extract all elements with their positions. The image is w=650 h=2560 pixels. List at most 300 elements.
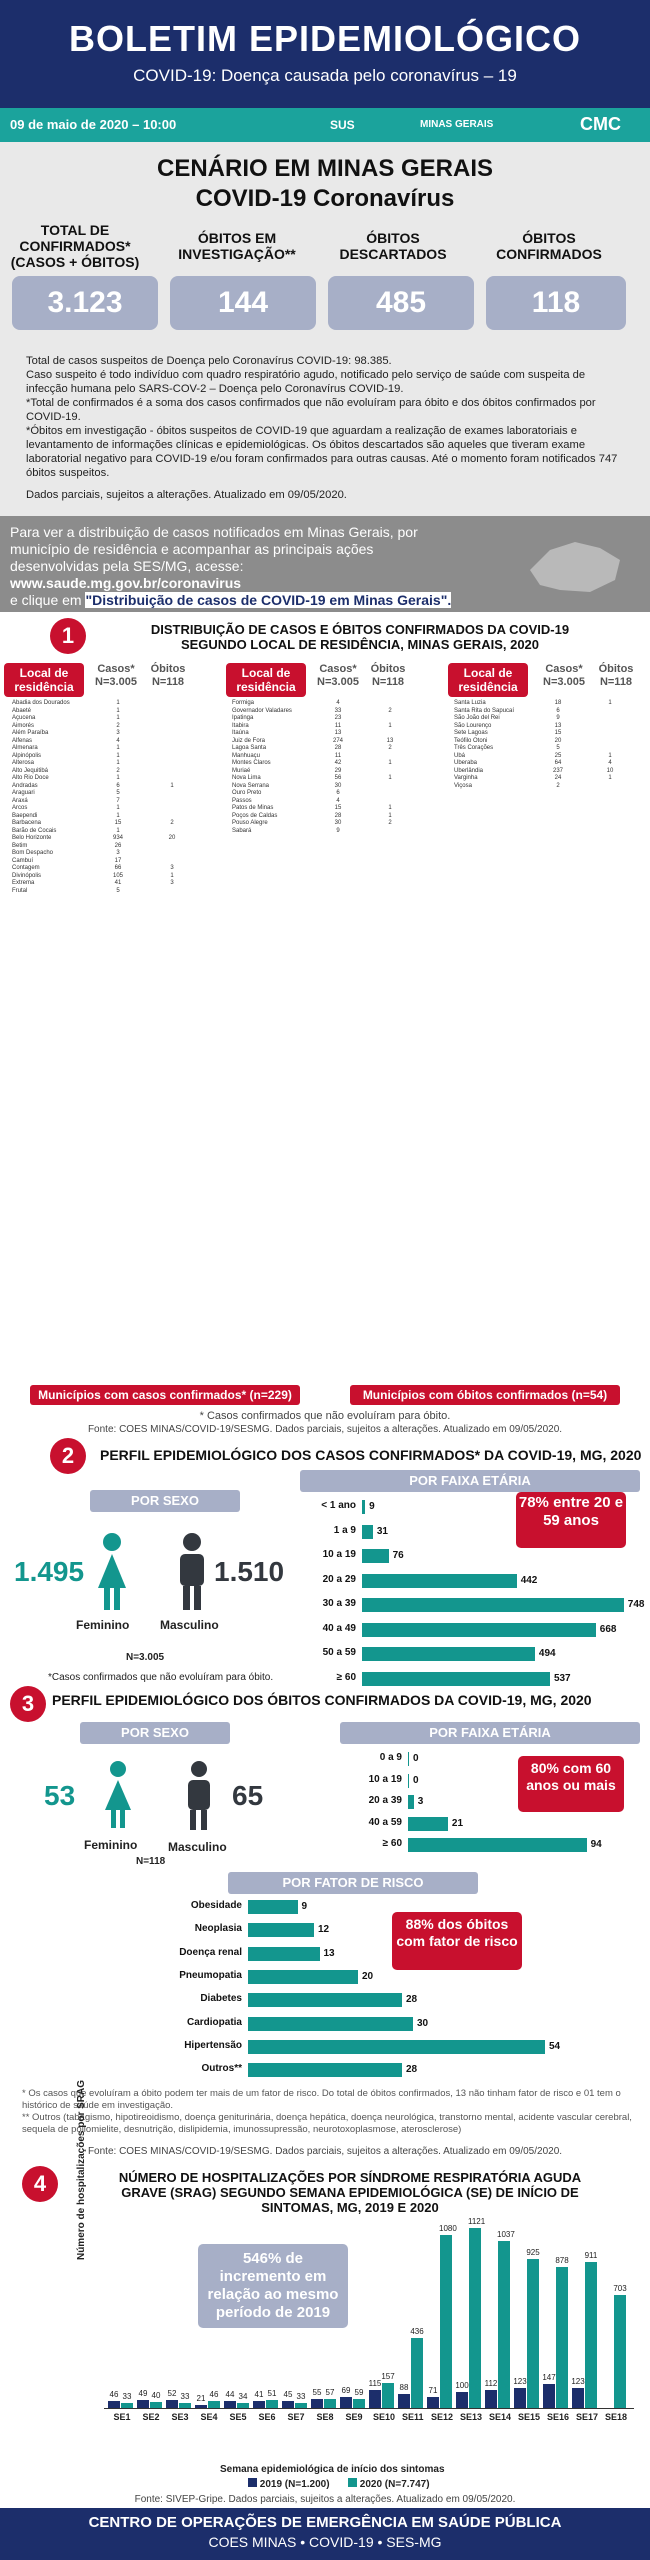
age-value: 537	[553, 1672, 571, 1684]
municipality-name: Barbacena	[12, 820, 42, 826]
case-count: 6	[336, 790, 340, 796]
table-row	[12, 798, 222, 806]
cases-female-count: 1.495	[14, 1556, 85, 1587]
municipality-name: Extrema	[12, 880, 35, 886]
srag-legend-2020	[348, 2478, 430, 2490]
table-row	[454, 745, 644, 753]
age-bar	[408, 1795, 414, 1809]
table-row	[12, 873, 222, 881]
bar-2019	[514, 2388, 526, 2408]
age-bar	[408, 1817, 448, 1831]
age-label: 20 a 39	[368, 1795, 402, 1806]
death-count: 2	[388, 707, 392, 714]
date-bar	[0, 108, 650, 142]
case-count: 1	[116, 752, 120, 759]
bar-2020-label: 33	[296, 2391, 306, 2401]
case-count: 18	[554, 700, 562, 706]
bar-2019-label: 69	[341, 2385, 351, 2395]
table-row	[12, 760, 222, 768]
age-label: 10 a 19	[322, 1549, 356, 1560]
section-3-source: Fonte: COES MINAS/COVID-19/SESMG. Dados parciais, sujeitos a alterações. Atualizado em 09/05/2020.	[87, 2146, 563, 2157]
municipality-name: Araguari	[12, 790, 35, 796]
municipality-name: Alfenas	[12, 737, 33, 744]
x-tick-label: SE9	[345, 2412, 363, 2422]
case-count: 1	[116, 700, 120, 706]
male-label: Masculino	[160, 1618, 219, 1632]
section-2-note: *Casos confirmados que não evoluíram para óbito.	[48, 1672, 274, 1683]
table-row	[12, 790, 222, 798]
x-tick-label: SE11	[402, 2412, 424, 2422]
footer	[0, 2508, 650, 2560]
bar-2019	[224, 2401, 236, 2408]
death-count: 13	[386, 737, 394, 744]
case-count: 33	[334, 707, 342, 714]
bar-2019	[398, 2394, 410, 2408]
case-count: 274	[332, 737, 343, 744]
x-tick-label: SE7	[287, 2412, 305, 2422]
scenario-title	[0, 154, 650, 214]
bar-2019	[427, 2397, 439, 2408]
bar-2020-label: 911	[584, 2250, 598, 2260]
death-count: 1	[608, 775, 612, 781]
age-label: Outros**	[201, 2063, 242, 2075]
death-count: 2	[388, 745, 392, 751]
municipality-name: Nova Lima	[232, 775, 261, 781]
municipality-name: Betim	[12, 842, 28, 849]
srag-highlight: 546% de incremento em relação ao mesmo período de 2019	[198, 2244, 348, 2328]
section-4-title-3: SINTOMAS, MG, 2019 E 2020	[261, 2200, 439, 2215]
death-count: 1	[170, 782, 174, 789]
case-count: 1	[116, 715, 120, 721]
bar-2020-label: 703	[613, 2284, 627, 2294]
col-casos-a: Casos* N=3.005	[95, 663, 137, 688]
bar-2020	[527, 2259, 539, 2408]
legend-2020-swatch	[348, 2478, 357, 2487]
x-tick-label: SE12	[431, 2412, 454, 2422]
municipality-name: Arcos	[12, 805, 28, 811]
age-value: 0	[413, 1774, 419, 1786]
x-tick-label: SE4	[200, 2412, 218, 2422]
bar-2020	[498, 2241, 510, 2408]
case-count: 4	[336, 797, 340, 804]
age-label: 0 a 9	[379, 1752, 402, 1763]
municipality-name: Ipatinga	[232, 715, 254, 721]
risk-note-2: ** Outros (tabagismo, hipotireoidismo, doença geniturinária, doença hepática, doença neurológica, transtorno mental, acidente vascular cerebral, sequela de poliomielite, desnutrição, dislipidemia, imunossupressão, neurotoxoplasmose, aterosclerose)	[22, 2112, 632, 2135]
municipality-name: Itabira	[232, 722, 249, 729]
age-value: 9	[301, 1901, 308, 1912]
death-count: 1	[388, 805, 392, 811]
age-bar	[362, 1647, 535, 1661]
table-row	[12, 775, 222, 783]
kpi-deaths: 118	[486, 276, 626, 330]
age-value: 28	[406, 1994, 418, 2006]
info-line-3: desenvolvidas pela SES/MG, acesse:	[10, 558, 244, 574]
cmc-logo: CMC	[580, 114, 621, 134]
case-count: 3	[116, 850, 120, 856]
table-row	[12, 865, 222, 873]
bar-2019	[369, 2390, 381, 2408]
bar-2019	[253, 2401, 265, 2408]
x-tick-label: SE2	[142, 2412, 160, 2422]
srag-xlabel: Semana epidemiológica de início dos sintomas	[220, 2464, 445, 2475]
table-row	[12, 850, 222, 858]
municipality-table-b	[232, 700, 442, 835]
bar-2019-label: 123	[513, 2377, 527, 2387]
section-1-source: Fonte: COES MINAS/COVID-19/SESMG. Dados parciais, sujeitos a alterações. Atualizado em 09/05/2020.	[87, 1424, 563, 1435]
legend-2020-label: 2020 (N=7.747)	[359, 2479, 430, 2490]
bar-2020	[208, 2401, 220, 2408]
case-count: 11	[334, 752, 342, 759]
bar-2020	[324, 2399, 336, 2408]
x-tick-label: SE3	[171, 2412, 189, 2422]
municipality-name: Uberlândia	[454, 767, 484, 774]
table-row	[454, 708, 644, 716]
age-bar	[248, 1993, 402, 2007]
header	[0, 0, 650, 108]
section-1-note: * Casos confirmados que não evoluíram para óbito.	[199, 1410, 451, 1422]
table-row	[454, 715, 644, 723]
legend-2019-label: 2019 (N=1.200)	[259, 2479, 330, 2490]
age-value: 76	[392, 1550, 404, 1561]
age-label: 1 a 9	[333, 1524, 356, 1536]
table-row	[12, 858, 222, 866]
municipality-name: Sabará	[232, 827, 252, 834]
municipality-name: Teófilo Otoni	[454, 737, 488, 744]
municipality-name: Aimorés	[12, 722, 35, 729]
age-value: 31	[376, 1525, 388, 1537]
municipality-name: Juiz de Fora	[232, 737, 266, 744]
municipality-name: Montes Claros	[232, 760, 271, 766]
municipality-name: Santa Rita do Sapucaí	[454, 707, 515, 714]
case-count: 24	[554, 775, 562, 781]
municipality-name: Pouso Alegre	[232, 820, 268, 826]
sus-logo: SUS	[330, 118, 355, 132]
age-label: Neoplasia	[194, 1923, 242, 1935]
srag-ylabel: Número de hospitalizações por SRAG	[76, 2079, 87, 2261]
scenario-section	[0, 142, 650, 516]
municipality-name: Belo Horizonte	[12, 835, 52, 841]
age-value: 30	[417, 2017, 429, 2029]
note-4: *Óbitos em investigação - óbitos suspeitos de COVID-19 que aguardam a realização de exames laboratoriais e levantamento de informações clínicas e epidemiológicas. Os óbitos descartados são aqueles que tiveram exame laboratorial negativo para COVID-19 e/ou foram confirmados para outras causas. Até o momento foram notificados 747 óbitos suspeitos.	[26, 425, 618, 479]
age-label: ≥ 60	[382, 1838, 402, 1849]
municipality-name: Cambuí	[12, 857, 34, 864]
table-row	[12, 708, 222, 716]
bar-2020	[614, 2295, 626, 2408]
municipality-name: Divinópolis	[12, 872, 42, 879]
age-bar	[408, 1838, 587, 1852]
section-3-title: PERFIL EPIDEMIOLÓGICO DOS ÓBITOS CONFIRMADOS DA COVID-19, MG, 2020	[52, 1692, 592, 1708]
municipality-name: Contagem	[12, 865, 40, 871]
table-row	[12, 783, 222, 791]
case-count: 934	[112, 835, 123, 841]
sec2-by-age-pill: POR FAIXA ETÁRIA	[300, 1470, 640, 1492]
footer-line-2: COES MINAS • COVID-19 • SES-MG	[208, 2534, 442, 2550]
bar-2020-label: 33	[122, 2391, 132, 2401]
age-bar	[248, 2017, 413, 2031]
bar-2019	[456, 2392, 468, 2408]
table-row	[12, 753, 222, 761]
bulletin-date: 09 de maio de 2020 – 10:00	[10, 117, 177, 132]
case-count: 41	[114, 880, 122, 886]
municipality-name: Andradas	[12, 782, 38, 789]
age-bar	[362, 1549, 389, 1563]
col-obitos-b: Óbitos N=118	[370, 663, 406, 688]
section-3-notes	[22, 2088, 632, 2136]
x-tick-label: SE18	[605, 2412, 628, 2422]
female-label: Feminino	[76, 1618, 130, 1632]
bar-2019-label: 44	[225, 2389, 235, 2399]
table-row	[232, 805, 442, 813]
bar-2020	[382, 2383, 394, 2408]
case-count: 6	[556, 707, 560, 714]
municipality-name: Varginha	[454, 775, 478, 781]
distribution-link[interactable]: "Distribuição de casos de COVID-19 em Minas Gerais".	[85, 592, 452, 608]
age-label: 40 a 49	[322, 1622, 356, 1634]
age-value: 3	[417, 1796, 424, 1807]
municipality-name: Alto Rio Doce	[12, 775, 49, 781]
municipality-name: Itaúna	[232, 730, 249, 736]
age-bar	[362, 1574, 517, 1588]
death-count: 1	[388, 722, 392, 729]
case-count: 5	[116, 790, 120, 796]
municipality-name: Baependi	[12, 812, 38, 819]
table-row	[232, 715, 442, 723]
cases-male-count: 1.510	[214, 1556, 285, 1587]
table-row	[454, 760, 644, 768]
bar-2019	[485, 2390, 497, 2408]
case-count: 4	[116, 737, 120, 744]
table-row	[232, 753, 442, 761]
x-tick-label: SE15	[518, 2412, 541, 2422]
minas-map-icon	[520, 530, 630, 600]
mg-logo: MINAS GERAIS	[420, 119, 494, 130]
info-text	[10, 524, 480, 609]
bar-2019-label: 123	[571, 2377, 585, 2387]
female-death-icon	[100, 1760, 136, 1830]
age-value: 20	[362, 1970, 374, 1982]
table-row	[12, 715, 222, 723]
scenario-title-2: COVID-19 Coronavírus	[195, 185, 455, 212]
age-bar	[248, 1923, 314, 1937]
page-subtitle: COVID-19: Doença causada pelo coronavírus – 19	[133, 66, 517, 85]
age-value: 442	[520, 1574, 538, 1586]
bar-2019	[340, 2397, 352, 2408]
bar-2020	[266, 2400, 278, 2408]
table-row	[232, 768, 442, 776]
case-count: 1	[116, 745, 120, 751]
table-row	[12, 820, 222, 828]
case-count: 28	[334, 745, 342, 751]
municipality-name: Manhuaçu	[232, 752, 261, 759]
municipality-name: Três Corações	[454, 745, 494, 751]
case-count: 26	[114, 842, 122, 849]
col-casos-b: Casos* N=3.005	[317, 663, 359, 688]
case-count: 3	[116, 730, 120, 736]
srag-legend-2019	[248, 2478, 330, 2490]
deaths-male-count: 65	[232, 1780, 264, 1811]
kpi-label-confirmed: TOTAL DE CONFIRMADOS* (CASOS + ÓBITOS)	[10, 222, 140, 270]
bar-2019-label: 147	[542, 2373, 556, 2383]
risk-highlight: 88% dos óbitos com fator de risco	[392, 1912, 522, 1970]
x-tick-label: SE1	[113, 2412, 131, 2422]
age-bar	[362, 1598, 624, 1612]
table-row	[12, 888, 222, 896]
section-4-title-1: NÚMERO DE HOSPITALIZAÇÕES POR SÍNDROME RESPIRATÓRIA AGUDA	[118, 2170, 582, 2185]
info-line-1: Para ver a distribuição de casos notificados em Minas Gerais, por	[10, 524, 418, 540]
municipality-name: Muriaé	[232, 767, 251, 774]
table-row	[12, 745, 222, 753]
table-row	[232, 738, 442, 746]
bar-2019-label: 112	[484, 2379, 498, 2389]
bar-2020-label: 46	[209, 2389, 219, 2399]
bar-2019	[282, 2401, 294, 2408]
bar-2019-label: 41	[254, 2390, 264, 2400]
case-count: 7	[116, 797, 120, 804]
age-label: Hipertensão	[184, 2039, 242, 2051]
table-row	[454, 783, 644, 791]
col-obitos-c: Óbitos N=118	[598, 663, 634, 688]
bar-2020-label: 57	[325, 2387, 335, 2397]
age-bar	[248, 2040, 545, 2054]
municipality-name: Araxá	[12, 797, 28, 804]
case-count: 6	[116, 782, 120, 789]
table-row	[454, 730, 644, 738]
x-axis-line	[104, 2408, 634, 2409]
info-url-link[interactable]: www.saude.mg.gov.br/coronavirus	[10, 575, 242, 591]
cases-n: N=3.005	[126, 1652, 165, 1663]
case-count: 17	[114, 857, 122, 864]
case-count: 1	[116, 760, 120, 766]
bar-2020-label: 436	[410, 2326, 424, 2336]
death-count: 3	[170, 880, 174, 886]
case-count: 4	[336, 700, 340, 706]
age-label: 40 a 59	[368, 1816, 402, 1828]
risk-note-1: * Os casos que evoluíram a óbito podem ter mais de um fator de risco. Do total de óbitos confirmados, 13 não tinham fator de risco e 01 tem o histórico de saúde em investigação.	[22, 2088, 621, 2111]
case-count: 25	[554, 752, 562, 759]
bar-2020-label: 157	[381, 2371, 395, 2381]
bar-2020	[585, 2262, 597, 2408]
municipality-name: Abadia dos Dourados	[12, 700, 70, 706]
col-local-b: Local de residência	[226, 663, 306, 697]
case-count: 42	[334, 760, 342, 766]
municipality-name: Passos	[232, 797, 252, 804]
bar-2020-label: 33	[180, 2391, 190, 2401]
age-value: 494	[538, 1648, 556, 1659]
age-bar	[408, 1774, 409, 1788]
case-count: 105	[112, 872, 123, 879]
death-count: 1	[170, 872, 174, 879]
bar-2020	[556, 2267, 568, 2408]
table-row	[454, 738, 644, 746]
deaths-female-count: 53	[44, 1780, 76, 1811]
age-value: 13	[323, 1947, 335, 1959]
table-row	[454, 700, 644, 708]
bar-2020-label: 1080	[439, 2223, 457, 2233]
table-row	[454, 723, 644, 731]
deaths-n: N=118	[136, 1856, 166, 1867]
death-male-label: Masculino	[168, 1840, 227, 1854]
municipalities-deaths-badge: Municípios com óbitos confirmados (n=54)	[350, 1385, 620, 1405]
bar-2019-label: 115	[368, 2378, 382, 2388]
bar-2019-label: 55	[312, 2388, 322, 2398]
municipality-name: Formiga	[232, 700, 255, 706]
section-4-source: Fonte: SIVEP-Gripe. Dados parciais, sujeitos a alterações. Atualizado em 09/05/2020.	[134, 2494, 516, 2505]
section-4-title-2: GRAVE (SRAG) SEGUNDO SEMANA EPIDEMIOLÓGICA (SE) DE INÍCIO DE	[121, 2185, 579, 2200]
municipality-name: São Lourenço	[454, 722, 492, 729]
bar-2019	[572, 2388, 584, 2408]
section-1-title-1: DISTRIBUIÇÃO DE CASOS E ÓBITOS CONFIRMADOS DA COVID-19	[150, 622, 570, 637]
section-1-title-2: SEGUNDO LOCAL DE RESIDÊNCIA, MINAS GERAIS, 2020	[180, 637, 540, 652]
municipality-name: Almenara	[12, 745, 38, 751]
bar-2019-label: 88	[399, 2382, 409, 2392]
death-female-label: Feminino	[84, 1838, 138, 1852]
risk-factor-pill: POR FATOR DE RISCO	[228, 1872, 478, 1894]
death-count: 1	[608, 700, 612, 706]
female-icon	[92, 1532, 132, 1612]
table-row	[12, 843, 222, 851]
municipality-name: Santa Luzia	[454, 700, 486, 706]
section-4-number: 4	[22, 2166, 58, 2202]
death-count: 2	[388, 820, 392, 826]
municipality-name: Alto Jequitibá	[12, 767, 49, 774]
kpi-discarded: 485	[328, 276, 474, 330]
age-value: 94	[590, 1839, 602, 1850]
age-label: Pneumopatia	[179, 1969, 242, 1981]
death-count: 4	[608, 760, 612, 766]
bar-2020	[353, 2399, 365, 2408]
table-row	[232, 783, 442, 791]
table-row	[454, 775, 644, 783]
age-bar	[248, 1970, 358, 1984]
table-row	[454, 753, 644, 761]
case-count: 15	[334, 805, 342, 811]
note-2: Caso suspeito é todo indivíduo com quadro respiratório agudo, notificado pelo serviço de saúde com suspeita de infecção humana pelo SARS-COV-2 – Doença pelo Coronavírus COVID-19.	[26, 369, 586, 395]
table-row	[232, 820, 442, 828]
age-label: Obesidade	[190, 1900, 242, 1911]
x-tick-label: SE16	[547, 2412, 570, 2422]
cases-age-highlight: 78% entre 20 e 59 anos	[516, 1492, 626, 1548]
age-value: 54	[549, 2040, 561, 2052]
death-count: 1	[388, 812, 392, 819]
bar-2019-label: 49	[138, 2389, 148, 2399]
age-value: 9	[369, 1501, 375, 1512]
male-icon	[174, 1532, 210, 1612]
case-count: 5	[556, 745, 560, 751]
death-count: 1	[388, 775, 392, 781]
scenario-notes	[26, 354, 626, 502]
table-row	[232, 775, 442, 783]
bar-2020-label: 40	[151, 2390, 161, 2400]
case-count: 2	[116, 767, 120, 774]
table-row	[12, 813, 222, 821]
col-local-a: Local de residência	[4, 663, 84, 697]
sec2-by-sex-pill: POR SEXO	[90, 1490, 240, 1512]
section-3-number: 3	[10, 1686, 46, 1722]
bar-2019	[166, 2400, 178, 2408]
section-2-title: PERFIL EPIDEMIOLÓGICO DOS CASOS CONFIRMADOS* DA COVID-19, MG, 2020	[100, 1447, 642, 1463]
bar-2019	[108, 2401, 120, 2408]
table-row	[12, 700, 222, 708]
bar-2020	[411, 2338, 423, 2408]
municipality-name: Barão de Cocais	[12, 827, 57, 834]
age-label: 10 a 19	[368, 1773, 402, 1785]
sec3-by-sex-pill: POR SEXO	[80, 1722, 230, 1744]
kpi-label-investigation: ÓBITOS EM INVESTIGAÇÃO**	[178, 230, 296, 262]
bar-2019	[543, 2384, 555, 2408]
bar-2020-label: 34	[238, 2391, 248, 2401]
table-row	[12, 768, 222, 776]
age-bar	[408, 1752, 409, 1766]
